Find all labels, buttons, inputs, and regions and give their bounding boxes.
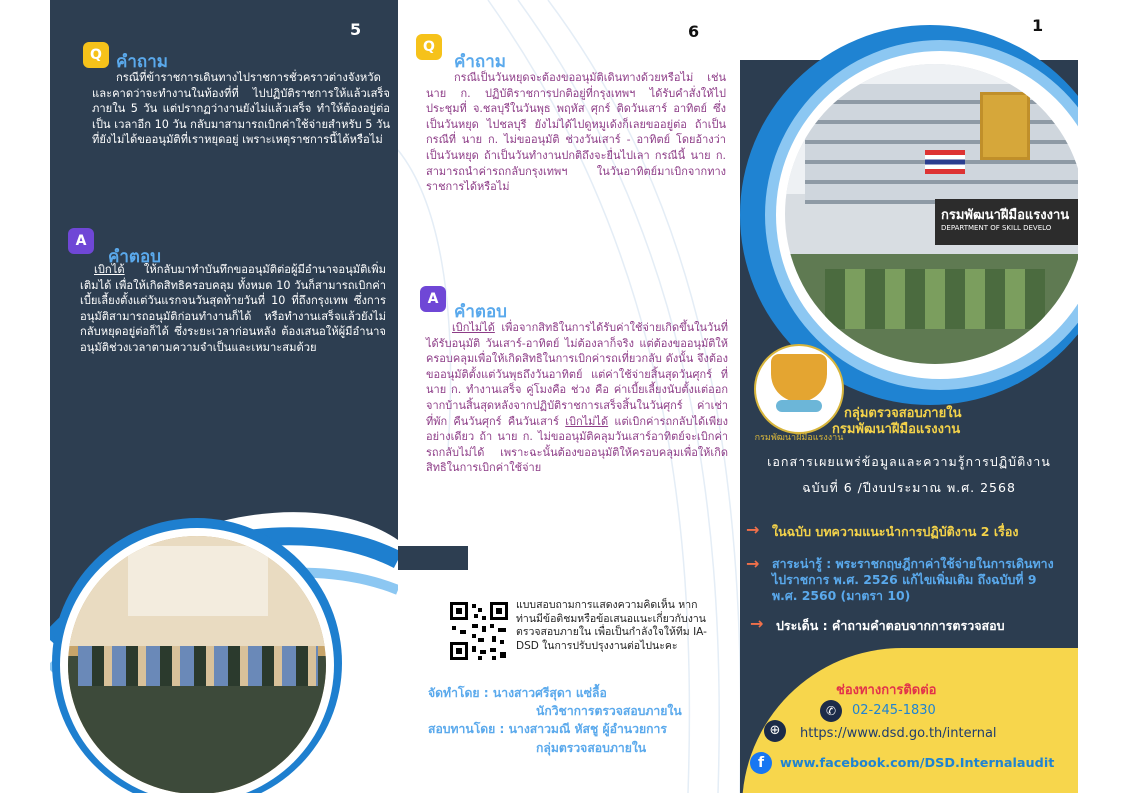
- panel-page-5: [50, 0, 398, 793]
- page-number: 1: [1032, 16, 1044, 35]
- website-link[interactable]: https://www.dsd.go.th/internal: [800, 726, 997, 741]
- contact-area: [742, 648, 1078, 793]
- question-text: กรณีที่ข้าราชการเดินทางไปราชการชั่วคราวต่างจังหวัดและคาดว่าจะทำงานในท้องที่ที่ ไปปฏิบัติราชการให้แล้วเสร็จภายใน 5 วัน แต่ปรากฏว่างานยังไม่แล้วเสร็จ ทำให้ต้องอยู่ต่อเป็น เวลาอีก 10 วัน กลับมาสามารถเบิกค่าใช้จ่ายสำหรับ 5 วันที่ยังไม่ได้ขออนุมัติที่เราหยุดอยู่ เพราะเหตุราชการนี้ได้หรือไม่: [92, 71, 390, 147]
- survey-text: แบบสอบถามการแสดงความคิดเห็น หากท่านมีข้อติชมหรือข้อเสนอแนะเกี่ยวกับงานตรวจสอบภายใน เพื่อเป็นกำลังใจให้ทีม IA-DSD ในการปรับปรุงงานต่อไปนะคะ: [516, 599, 707, 652]
- arrow-icon: →: [746, 554, 760, 573]
- answer-lead: เบิกได้: [94, 263, 125, 276]
- answer-badge: A: [68, 228, 94, 254]
- reviewed-role: กลุ่มตรวจสอบภายใน: [536, 741, 647, 755]
- question-heading: คำถาม: [454, 52, 506, 72]
- question-badge: Q: [416, 34, 442, 60]
- building-sign-en: DEPARTMENT OF SKILL DEVELO: [941, 224, 1052, 232]
- issue: ฉบับที่ 6 /ปีงบประมาณ พ.ศ. 2568: [802, 480, 1016, 495]
- bullet-3: ประเด็น : คำถามคำตอบจากการตรวจสอบ: [776, 618, 1005, 633]
- answer-body: เพื่อจากสิทธิในการได้รับค่าใช้จ่ายเกิดขึ้นในวันที่ได้รับอนุมัติ วันเสาร์-อาทิตย์ ไม่ต้องลาก็จริง แต่ต้องขออนุมัติให้ครอบคลุมเพื่อให้เกิดสิทธิในการเบิกค่ารถเที่ยวกลับ ดังนั้น จึงต้องขออนุมัติตั้งแต่วันพุธถึงวันอาทิตย์ แต่ค่าใช้จ่ายสิ้นสุดวันศุกร์ ที่ นาย ก. ทำงานเสร็จ คู่โมงคือ ช่วง คือ ค่าเบี้ยเลี้ยงนับตั้งแต่ออกจากบ้านสิ้นสุดหลังจากปฏิบัติราชการเสร็จสิ้นในวันศุกร์ ค่าเช่าที่พัก คืนวันศุกร์ คืนวันเสาร์: [426, 321, 728, 428]
- org-line-2: กรมพัฒนาฝีมือแรงงาน: [832, 422, 961, 437]
- facebook-icon: f: [750, 752, 772, 774]
- phone[interactable]: 02-245-1830: [852, 703, 936, 718]
- arrow-icon: →: [750, 614, 764, 633]
- question-badge: Q: [83, 42, 109, 68]
- globe-icon: ⊕: [764, 720, 786, 742]
- org-line-1: กลุ่มตรวจสอบภายใน: [844, 406, 962, 421]
- answer-heading: คำตอบ: [108, 247, 161, 267]
- bullet-1: ในฉบับ บทความแนะนำการปฏิบัติงาน 2 เรื่อง: [772, 524, 1019, 539]
- building-photo: [785, 64, 1078, 364]
- logo-caption: กรมพัฒนาฝีมือแรงงาน: [754, 433, 844, 443]
- page-number: 6: [688, 22, 700, 41]
- doc-title: เอกสารเผยแพร่ข้อมูลและความรู้การปฏิบัติงาน: [767, 454, 1051, 469]
- answer-badge: A: [420, 286, 446, 312]
- answer-text: [426, 320, 728, 476]
- prepared-by: จัดทำโดย : นางสาวศรีสุดา แซ่ลื้อ: [428, 686, 607, 700]
- answer-body: ให้กลับมาทำบันทึกขออนุมัติต่อผู้มีอำนาจอนุมัติเพิ่มเติมได้ เพื่อให้เกิดสิทธิครอบคลุม ทั้งหมด 10 วันก็สามารถเบิกค่าเบี้ยเลี้ยงตั้งแต่วันแรกจนวันสุดท้ายวันที่ 10 ที่ถึงกรุงเทพ ซึ่งการอนุมัติสามารถอนุมัติก่อนทำงานก็ได้ หรือทำงานเสร็จแล้วยังไม่กลับหยุดอยู่ต่อก็ได้ ซึ่งระยะเวลาก่อนหลัง ต้องเสนอให้ผู้มีอำนาจอนุมัติช่วงเวลาตามความจำเป็นและเหมาะสมด้วย: [80, 263, 386, 354]
- arrow-icon: →: [746, 520, 760, 539]
- bullet-2: สาระน่ารู้ : พระราชกฤษฎีกาค่าใช้จ่ายในการเดินทางไปราชการ พ.ศ. 2526 แก้ไขเพิ่มเติม ถึงฉบับที่ 9 พ.ศ. 2560 (มาตรา 10): [772, 556, 1054, 603]
- contact-heading: ช่องทางการติดต่อ: [836, 683, 937, 698]
- qr-code-icon[interactable]: [448, 600, 510, 662]
- answer-body-2: แต่เบิกค่ารถกลับได้เพียงอย่างเดียว ถ้า นาย ก. ไม่ขออนุมัติคลุมวันเสาร์อาทิตย์จะเบิกค่ารถกลับไม่ได้ เพราะฉะนั้นต้องขออนุมัติให้ครอบคลุมเพื่อให้เกิดสิทธิในการเบิกค่าใช้จ่าย: [426, 414, 729, 475]
- dsd-logo: [754, 344, 844, 434]
- phone-icon: ✆: [820, 700, 842, 722]
- building-sign-th: กรมพัฒนาฝีมือแรงงาน: [941, 208, 1070, 223]
- answer-text: [80, 262, 386, 356]
- reviewed-by: สอบทานโดย : นางสาวมณี หัสชู ผู้อำนวยการ: [428, 722, 667, 736]
- page-number: 5: [350, 20, 362, 39]
- answer-lead: เบิกไม่ได้: [452, 321, 495, 334]
- facebook-link[interactable]: www.facebook.com/DSD.Internalaudit: [780, 756, 1055, 771]
- question-heading: คำถาม: [116, 52, 168, 72]
- panel-page-6: [398, 0, 740, 793]
- panel-cover: [740, 0, 1078, 793]
- answer-lead-2: เบิกไม่ได้: [565, 414, 609, 428]
- answer-heading: คำตอบ: [454, 302, 507, 322]
- group-photo: [68, 536, 326, 793]
- prepared-role: นักวิชาการตรวจสอบภายใน: [536, 704, 682, 718]
- question-text: กรณีเป็นวันหยุดจะต้องขออนุมัติเดินทางด้วยหรือไม่ เช่น นาย ก. ปฏิบัติราชการปกติอยู่ที่กรุงเทพฯ ได้รับคำสั่งให้ไปประชุมที่ จ.ชลบุรีในวันพุธ พฤหัส ศุกร์ ติดวันเสาร์ อาทิตย์ ซึ่งเป็นวันหยุด ไปชลบุรี ยังไม่ได้ไปดูหมูเด้งก็เลยขออยู่ต่อ ถ้าเป็นกรณีที่ นาย ก. ไม่ขออนุมัติ ช่วงวันเสาร์ - อาทิตย์ โดยอ้างว่าเป็นวันหยุด ถ้าเป็นวันทำงานปกติถึงจะยื่นไปเลา กรณีนี้ นาย ก. สามารถนำค่ารถกลับกรุงเทพฯ ในวันอาทิตย์มาเบิกจากทางราชการได้หรือไม่: [426, 71, 726, 194]
